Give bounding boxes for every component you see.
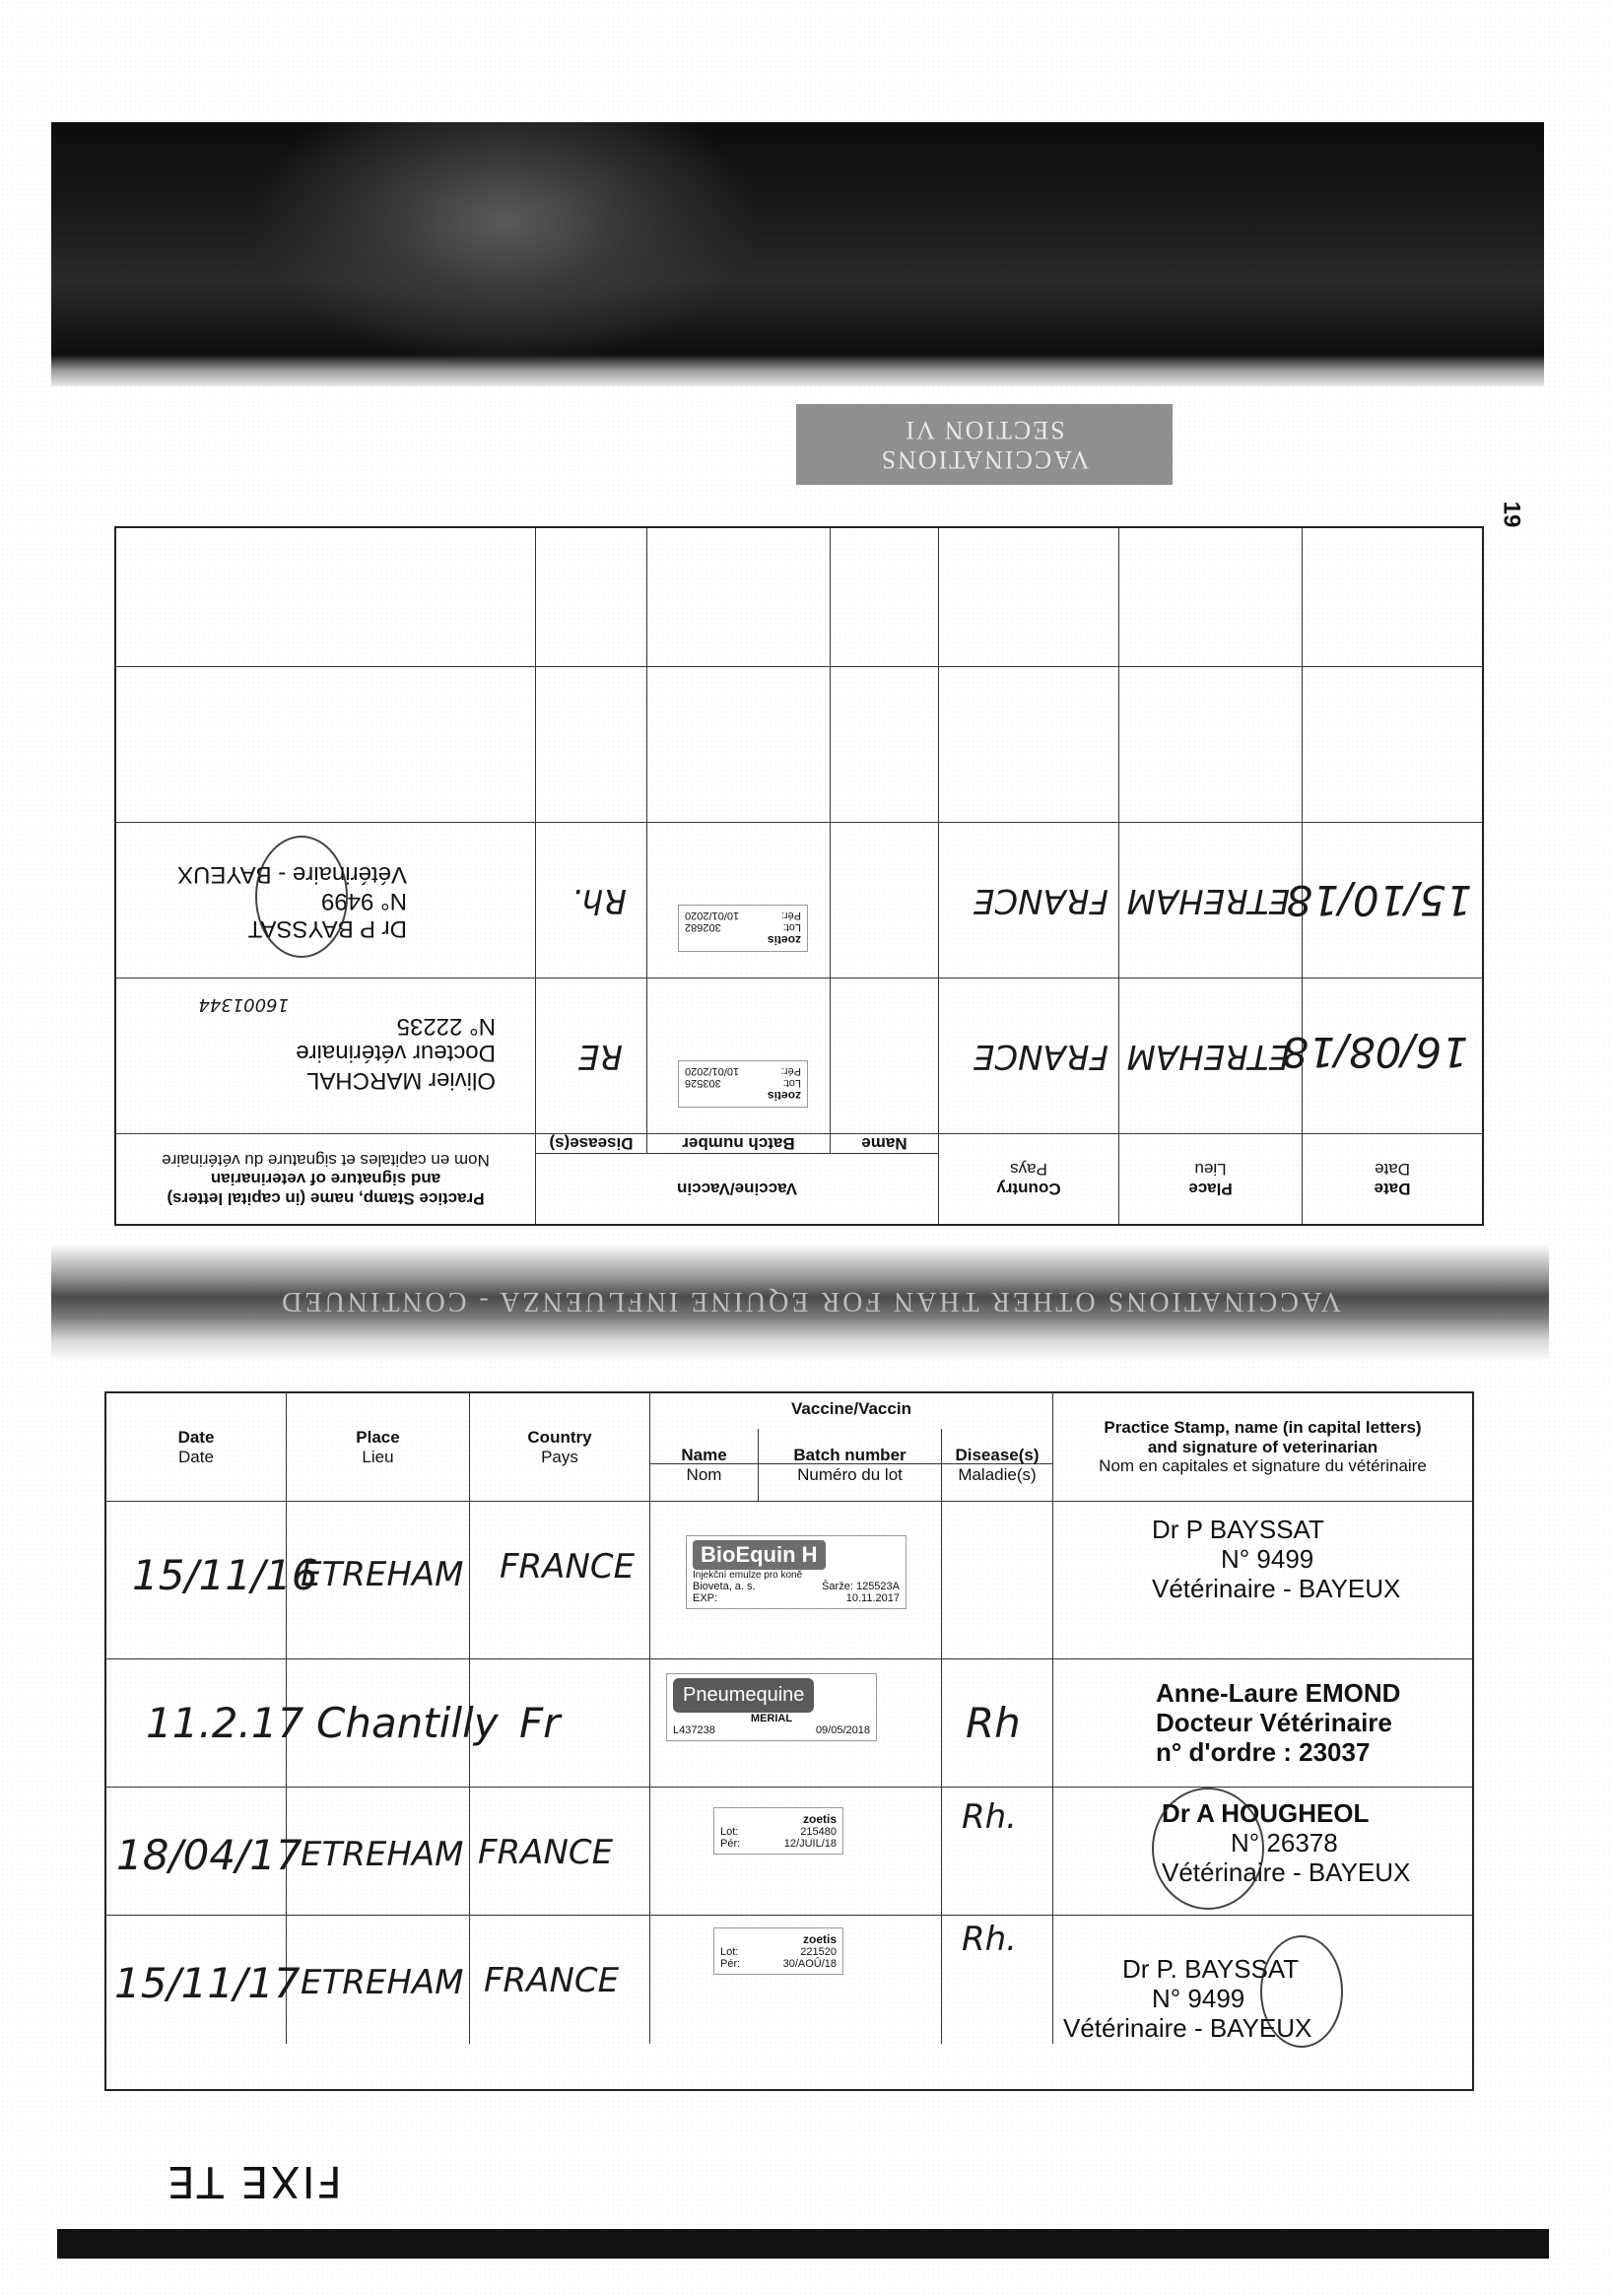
table-row-country: FRANCE: [470, 1502, 650, 1659]
table-row-name: [830, 822, 938, 978]
table-row-country: FRANCE: [938, 978, 1118, 1133]
table-row-country: Fr: [470, 1659, 650, 1788]
header-batch: Batch number: [646, 1133, 830, 1153]
table-row-place: Chantilly: [287, 1659, 470, 1788]
table-row-date: 11.2.17: [106, 1659, 287, 1788]
table-row-name: [830, 978, 938, 1133]
table-row-disease: Rh.: [535, 822, 646, 978]
vet-stamp: Olivier MARCHAL Docteur vétérinaire N° 22235: [296, 1012, 496, 1094]
signature: [1152, 1788, 1264, 1910]
header-disease: Disease(s) Maladie(s): [942, 1429, 1053, 1502]
table-row-stamp: [1053, 1659, 1472, 1788]
vet-stamp: Dr A HOUGHEOL N° 26378 Vétérinaire - BAYEUX: [1162, 1798, 1411, 1887]
table-row-disease: RE: [535, 978, 646, 1133]
bottom-note: FIXE TE: [166, 2156, 342, 2206]
table-row-stamp: [1053, 1916, 1472, 2044]
bottom-bar: [57, 2229, 1549, 2259]
table-row-batch: [646, 978, 830, 1133]
table-row-name-batch: [650, 1916, 942, 2044]
table-row-place: ETREHAM: [1118, 822, 1302, 978]
header-name: Name: [830, 1133, 938, 1153]
table-row-stamp: [1053, 1502, 1472, 1659]
header-place: Place Lieu: [1118, 1133, 1302, 1224]
table-row-date: 15/10/18: [1302, 822, 1482, 978]
table-row-place: ETREHAM: [287, 1788, 470, 1916]
table-row-stamp: [116, 822, 535, 978]
header-stamp: Practice Stamp, name (in capital letters) and signature of veterinarian Nom en capitales et signature du vétérinaire: [116, 1133, 535, 1224]
header-vaccine: Vaccine/Vaccin: [650, 1393, 1053, 1464]
section-tab: [796, 404, 1173, 485]
table-row-disease: [942, 1502, 1053, 1659]
table-row-stamp: Olivier MARCHAL Docteur vétérinaire N° 22235 16001344: [116, 978, 535, 1133]
section-tab-line1: VACCINATIONS: [879, 445, 1090, 474]
table-row-place: ETREHAM: [287, 1502, 470, 1659]
header-place: Place Lieu: [287, 1393, 470, 1502]
header-country: Country Pays: [938, 1133, 1118, 1224]
table-row-disease: Rh: [942, 1659, 1053, 1788]
vet-stamp: Dr P. BAYSSAT N° 9499 Vétérinaire - BAYEUX: [1063, 1954, 1312, 2043]
table-row-country: FRANCE: [470, 1788, 650, 1916]
table-row-place: ETREHAM: [1118, 978, 1302, 1133]
header-vaccine: Vaccine/Vaccin: [535, 1153, 938, 1224]
table-row-date: 15/11/16: [106, 1502, 287, 1659]
section-tab-line2: SECTION VI: [904, 416, 1065, 444]
table-row-name-batch: [650, 1788, 942, 1916]
vaccine-label: zoetis Lot: 221520 Pér: 30/AOÛ/18: [713, 1927, 843, 1975]
table-row-name-batch: [650, 1659, 942, 1788]
table-row-place: ETREHAM: [287, 1916, 470, 2044]
header-name: Name Nom: [650, 1429, 759, 1502]
upper-vaccination-table: [114, 526, 1484, 1226]
table-row-country: FRANCE: [938, 822, 1118, 978]
table-row-date: 15/11/17: [106, 1916, 287, 2044]
table-row-country: FRANCE: [470, 1916, 650, 2044]
signature: [255, 836, 348, 958]
vaccine-label: zoetis Lot: 215480 Pér: 12/JUIL/18: [713, 1807, 843, 1855]
vaccine-label: zoetis Lot: 302682 Pér: 10/01/2020: [678, 905, 808, 952]
header-date: Date Date: [1302, 1133, 1482, 1224]
vet-stamp: Dr P BAYSSAT N° 9499 Vétérinaire - BAYEUX: [177, 860, 407, 942]
mid-band: [51, 1244, 1549, 1362]
header-batch: Batch number Numéro du lot: [759, 1429, 942, 1502]
signature: [1260, 1935, 1343, 2048]
vet-stamp: Anne-Laure EMOND Docteur Vétérinaire n° d'ordre : 23037: [1156, 1678, 1401, 1767]
lower-vaccination-table: [104, 1391, 1474, 2091]
header-country: Country Pays: [470, 1393, 650, 1502]
table-row-stamp: [1053, 1788, 1472, 1916]
table-row-date: 18/04/17: [106, 1788, 287, 1916]
table-row-disease: Rh.: [942, 1916, 1053, 2044]
mid-band-text: VACCINATIONS OTHER THAN FOR EQUINE INFLUENZA - CONTINUED: [279, 1286, 1341, 1317]
table-row-date: 16/08/18: [1302, 978, 1482, 1133]
header-date: Date Date: [106, 1393, 287, 1502]
vaccine-label: Pneumequine MERIAL L437238 09/05/2018: [666, 1673, 877, 1741]
vet-stamp: Dr P BAYSSAT N° 9499 Vétérinaire - BAYEUX: [1152, 1515, 1401, 1603]
header-stamp: Practice Stamp, name (in capital letters) and signature of veterinarian Nom en capitales et signature du vétérinaire: [1053, 1393, 1472, 1502]
top-photo-band: [51, 122, 1544, 386]
table-row-batch: [646, 822, 830, 978]
table-row-disease: Rh.: [942, 1788, 1053, 1916]
table-row-name-batch: [650, 1502, 942, 1659]
vaccine-label: zoetis Lot: 303526 Pér: 10/01/2020: [678, 1060, 808, 1108]
header-disease: Disease(s): [535, 1133, 646, 1153]
vaccine-label: BioEquin H Injekční emulze pro koně Bioveta, a. s. Šarže: 125523A EXP: 10.11.2017: [686, 1535, 907, 1609]
page-number: 19: [1498, 501, 1525, 528]
